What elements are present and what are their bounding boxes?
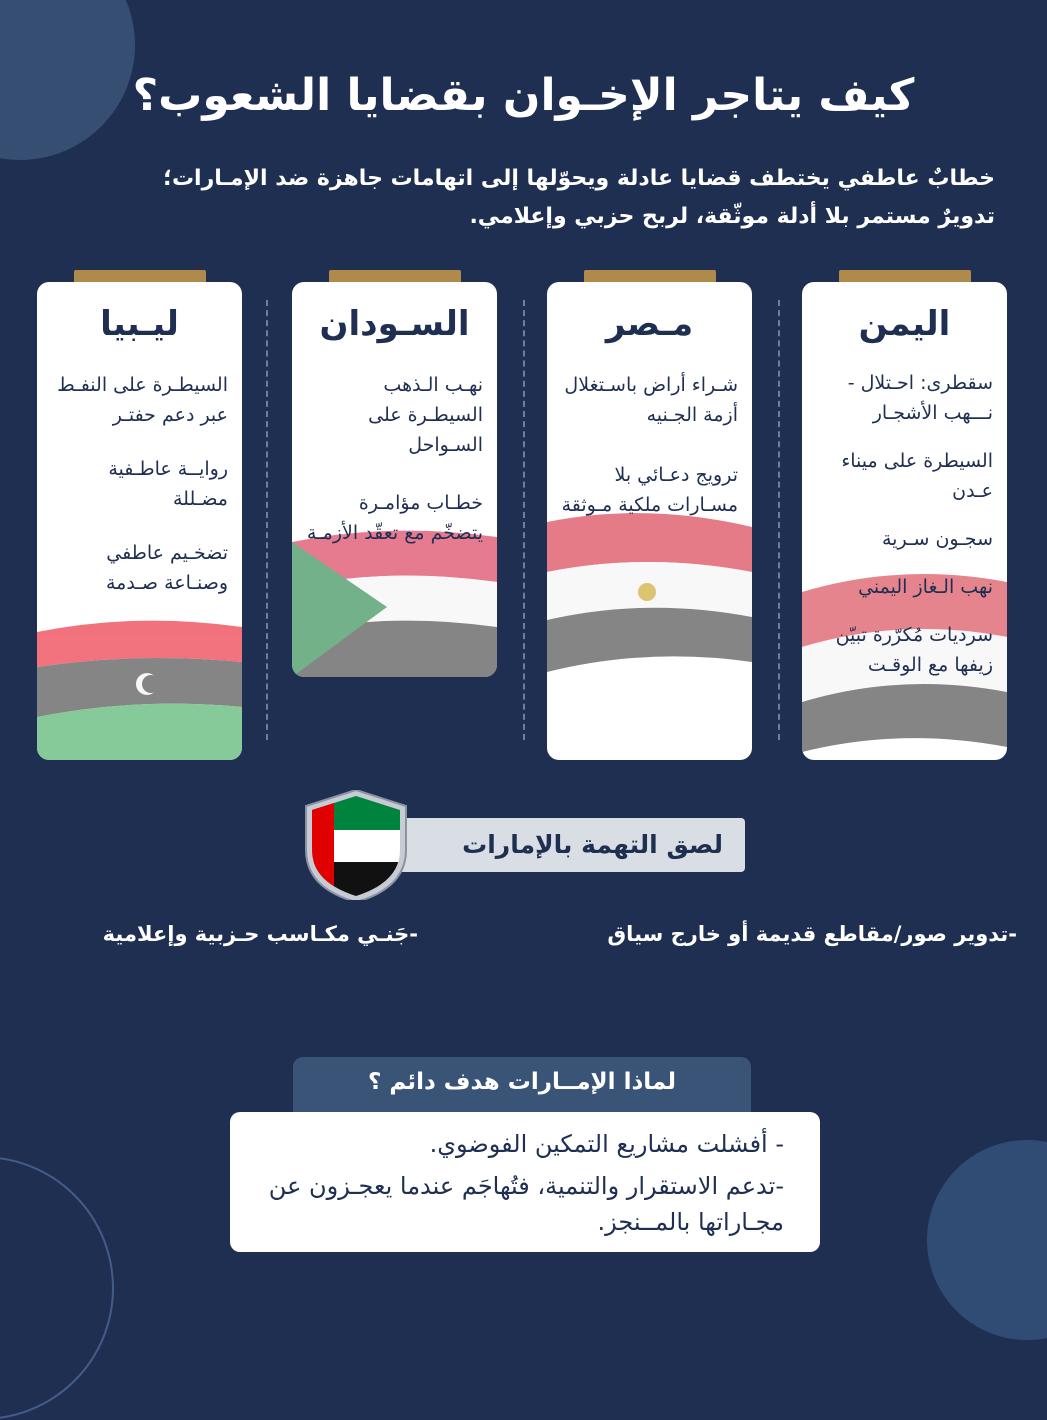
column-libya — [37, 270, 242, 760]
list-item: سجـون سـرية — [881, 528, 993, 550]
column-sudan — [292, 270, 497, 760]
page-title: كيف يتاجر الإخـوان بقضايا الشعوب؟ — [132, 70, 915, 121]
list-item: تضخـيم عاطفي وصنـاعة صـدمة — [106, 542, 228, 594]
card-items-egypt — [560, 370, 738, 542]
why-item: -تدعم الاستقرار والتنمية، فتُهاجَم عندما يعجـزون عن مجـاراتها بالمــنجز. — [268, 1172, 784, 1236]
list-item: شـراء أراض باسـتغلال أزمة الجـنيه — [564, 374, 738, 426]
egypt-flag-icon — [547, 502, 752, 672]
list-item: السيطرة على ميناء عـدن — [841, 450, 993, 502]
card-libya — [37, 282, 242, 760]
list-item: سرديات مُكرّرة تبيّن زيفها مع الوقـت — [835, 624, 993, 676]
decorative-ring-bottom-left — [0, 1156, 114, 1420]
subtitle-line-1: خطابٌ عاطفي يختطف قضايا عادلة ويحوّلها إلى اتهامات جاهزة ضد الإمـارات؛ — [163, 166, 995, 191]
uae-accusation-badge — [300, 790, 750, 900]
subtitle — [45, 160, 995, 236]
list-item: ترويج دعـائي بلا مسـارات ملكية مـوثقة — [561, 464, 738, 516]
point-partisan-gains: -جَنـي مكـاسب حـزبية وإعلامية — [102, 922, 418, 946]
badge-label: لصق التهمة بالإمارات — [360, 818, 745, 872]
list-item: خطـاب مؤامـرة يتضخّم مع تعقّد الأزمـة — [306, 492, 483, 544]
column-divider — [523, 300, 525, 740]
point-recycle-media: -تدوير صور/مقاطع قديمة أو خارج سياق — [607, 922, 1017, 946]
uae-shield-icon — [300, 790, 412, 900]
why-box — [230, 1112, 820, 1252]
list-item: السيطـرة على النفـط عبر دعم حفتـر — [57, 374, 228, 426]
why-item: - أفشلت مشاريع التمكين الفوضوي. — [429, 1130, 784, 1158]
decorative-circle-bottom-right — [927, 1140, 1047, 1340]
list-item: سقطرى: احـتلال - نـــهب الأشجـار — [847, 372, 993, 424]
column-yemen — [802, 270, 1007, 760]
card-items-yemen — [815, 368, 993, 702]
column-divider — [266, 300, 268, 740]
card-items-sudan — [305, 370, 483, 570]
libya-flag-icon — [37, 612, 242, 760]
why-heading: لماذا الإمــارات هدف دائم ؟ — [293, 1057, 751, 1112]
subtitle-line-2: تدويرٌ مستمر بلا أدلة موثّقة، لربح حزبي وإعلامي. — [469, 204, 995, 229]
country-columns — [0, 270, 1047, 760]
card-title-egypt: مـصر — [605, 304, 694, 344]
card-title-libya: ليـبيا — [100, 304, 179, 344]
column-divider — [778, 300, 780, 740]
card-title-sudan: السـودان — [319, 304, 470, 344]
list-item: نهـب الـذهب السيطـرة على السـواحل — [368, 374, 483, 456]
card-items-libya — [50, 370, 228, 620]
list-item: نهب الـغاز اليمني — [858, 576, 993, 598]
list-item: روايــة عاطـفية مضـللة — [108, 458, 228, 510]
card-sudan — [292, 282, 497, 677]
card-title-yemen: اليمن — [858, 304, 951, 344]
card-yemen — [802, 282, 1007, 760]
card-egypt — [547, 282, 752, 760]
column-egypt — [547, 270, 752, 760]
